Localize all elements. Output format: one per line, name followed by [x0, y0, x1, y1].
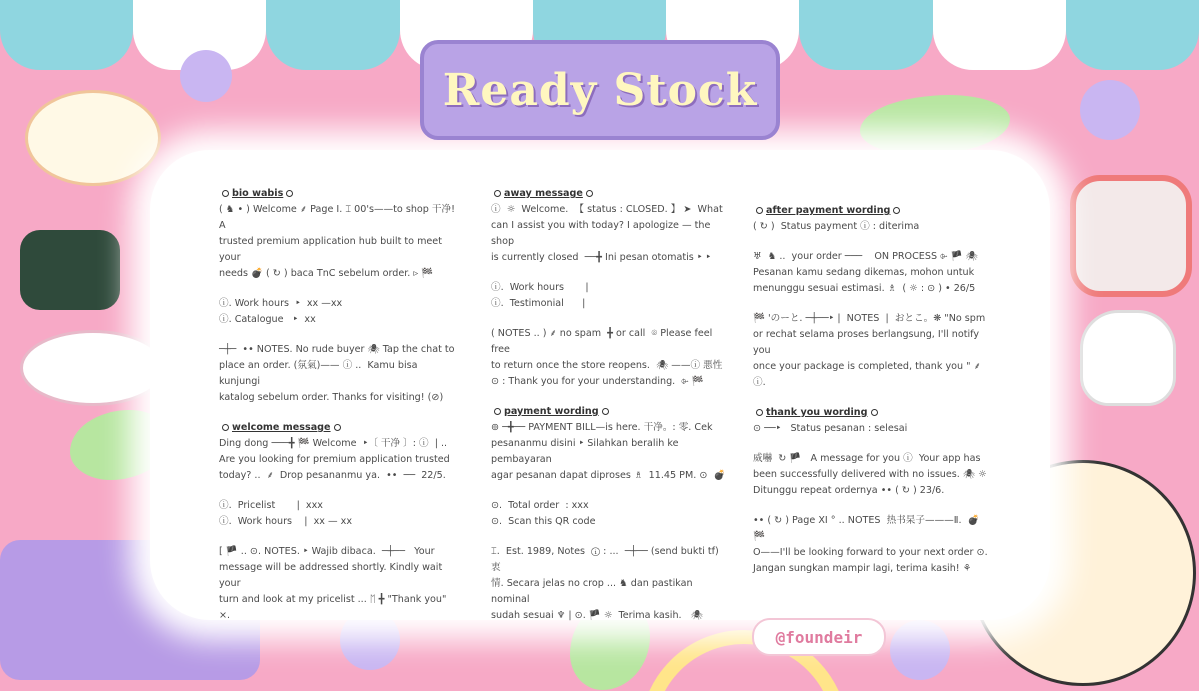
text-line: ─┼─ •• NOTES. No rude buyer 🕷 Tap the chat to: [219, 344, 455, 355]
text-line: ⓘ. Pricelist | xxx: [219, 500, 323, 511]
page-title: Ready Stock: [442, 64, 758, 116]
text-line: Jangan sungkan mampir lagi, terima kasih! ⚘: [753, 563, 972, 574]
section-heading: payment wording: [504, 406, 599, 417]
text-line: katalog sebelum order. Thanks for visiting! (⊘): [219, 392, 444, 403]
text-line: ( ↻ ) Status payment ⓘ : diterima: [753, 221, 920, 232]
payment-section: [491, 404, 731, 484]
text-line: menunggu sesuai estimasi. ♗ ( ☼ : ⊙ ) • 26/5: [753, 283, 976, 294]
section-heading: away message: [504, 188, 583, 199]
text-line: sudah sesuai ♆ | ⊙. 🏴 ☼ Terima kasih. 🕷: [491, 610, 703, 621]
text-line: 情. Secara jelas no crop ... ♞ dan pastikan nominal: [491, 578, 696, 605]
sushi-character-icon: [20, 230, 120, 310]
watermark-badge: @foundeir: [752, 618, 886, 656]
text-line: message will be addressed shortly. Kindly wait your: [219, 562, 446, 589]
leaf-icon: [860, 95, 1010, 155]
text-line: been successfully delivered with no issues. 🕷 ☼: [753, 469, 987, 480]
text-line: 🏁 'のーと. ─┼──‣ | NOTES | おとこ。❋ "No spm: [753, 313, 986, 324]
text-line: or rechat selama proses berlangsung, I'll notify you: [753, 329, 983, 356]
column-1: [219, 186, 462, 638]
order-section: [491, 498, 731, 530]
after-payment-section: [753, 203, 993, 235]
text-line: ( NOTES .. ) ⸙ no spam ╋ or call ⌾ Please feel free: [491, 328, 716, 355]
text-line: 威嚇 ↻ 🏴 A message for you ⓘ Your app has: [753, 453, 981, 464]
onigiri-character-icon: [1080, 310, 1176, 406]
ready-stock-sign: [420, 40, 780, 150]
noodle-bowl-character-icon: [25, 90, 161, 186]
text-line: ⊙. Total order : xxx: [491, 500, 589, 511]
text-line: ( ♞ • ) Welcome ⸙ Page I. ⌶ 00's——to shop 干净! A: [219, 204, 462, 231]
column-2: [491, 186, 731, 638]
text-line: Ding dong ───╋ 🏁 Welcome ‣〔 干净 〕: ⓘ | ..: [219, 438, 448, 449]
notes-section: [219, 342, 459, 406]
text-line: agar pesanan dapat diproses ♗ 11.45 PM. ⊙ 💣: [491, 470, 726, 481]
notes-section: [753, 311, 993, 391]
text-line: today? .. ⸙ Drop pesananmu ya. •• ── 22/5.: [219, 470, 446, 481]
text-line: Pesanan kamu sedang dikemas, mohon untuk: [753, 267, 975, 278]
text-line: ⓘ. Work hours |: [491, 282, 589, 293]
tuna-sushi-character-icon: [1070, 175, 1192, 297]
notes-section: [491, 326, 731, 390]
text-line: ⓘ. Catalogue ‣ xx: [219, 314, 316, 325]
text-line: place an order. (氛氣)—— ⓘ .. Kamu bisa kunjungi: [219, 360, 421, 387]
text-line: turn and look at my pricelist ... ᛖ ╋ "Thank you" ⨯.: [219, 594, 450, 621]
flower-icon: [890, 620, 950, 680]
text-line: Ditunggu repeat ordernya •• ( ↻ ) 23/6.: [753, 485, 945, 496]
welcome-section: [219, 420, 459, 484]
text-line: can I assist you with today? I apologize — the shop: [491, 220, 714, 247]
text-line: ⊙ ──‣ Status pesanan : selesai: [753, 423, 908, 434]
text-line: ⓘ. Testimonial |: [491, 298, 586, 309]
est-section: [491, 544, 731, 624]
thank-you-section: [753, 405, 993, 437]
section-heading: welcome message: [232, 422, 331, 433]
text-line: needs 💣 ( ↻ ) baca TnC sebelum order. ▹ 🏁: [219, 268, 434, 279]
column-3: [753, 203, 993, 591]
text-line: is currently closed ──╋ Ini pesan otomatis ‣ ‣: [491, 252, 712, 263]
text-line: O——I'll be looking forward to your next order ⊙.: [753, 547, 988, 558]
text-line: to return once the store reopens. 🕷 ——ⓘ 悪性: [491, 360, 723, 371]
info-section: [219, 296, 459, 328]
text-line: trusted premium application hub built to meet your: [219, 236, 446, 263]
bio-section: [219, 186, 462, 282]
text-line: ⓘ. Work hours ‣ xx —xx: [219, 298, 343, 309]
flower-icon: [1080, 80, 1140, 140]
section-heading: after payment wording: [766, 205, 891, 216]
sign-board: [420, 40, 780, 140]
text-line: [ 🏴 .. ⊙. NOTES. ‣ Wajib dibaca. ─┼── Your: [219, 546, 435, 557]
text-line: ⊙ : Thank you for your understanding. ⌱ 🏁: [491, 376, 704, 387]
process-section: [753, 249, 993, 297]
text-line: ♅ ♞ .. your order ─── ON PROCESS ⌱ 🏴 🕷: [753, 251, 978, 262]
text-line: ⊙. Scan this QR code: [491, 516, 596, 527]
text-line: •• ( ↻ ) Page XI ° .. NOTES 热书杲子———Ⅱ. 💣 🏁: [753, 515, 983, 542]
flower-icon: [180, 50, 232, 102]
shrimp-plate-icon: [20, 330, 166, 406]
message-section: [753, 451, 993, 499]
text-line: pesananmu disini ‣ Silahkan beralih ke pembayaran: [491, 438, 682, 465]
pricelist-section: [219, 498, 459, 530]
closing-section: [753, 513, 993, 577]
text-line: ⓘ. Work hours | xx — xx: [219, 516, 352, 527]
notes2-section: [219, 544, 459, 624]
hours-section: [491, 280, 731, 312]
text-line: once your package is completed, thank you " ⸙ ⓘ.: [753, 361, 984, 388]
section-heading: bio wabis: [232, 188, 284, 199]
text-line: ⓘ ☼ Welcome. 【 status : CLOSED. 】 ➤ What: [491, 204, 723, 215]
away-section: [491, 186, 731, 266]
text-line: ⊚ ─╋── PAYMENT BILL—is here. 干净。: 零. Cek: [491, 422, 713, 433]
text-line: ⌶. Est. 1989, Notes ⓘ : ... ─┼── (send bukti tf) 衷: [491, 546, 722, 573]
section-heading: thank you wording: [766, 407, 868, 418]
text-line: Are you looking for premium application trusted: [219, 454, 450, 465]
